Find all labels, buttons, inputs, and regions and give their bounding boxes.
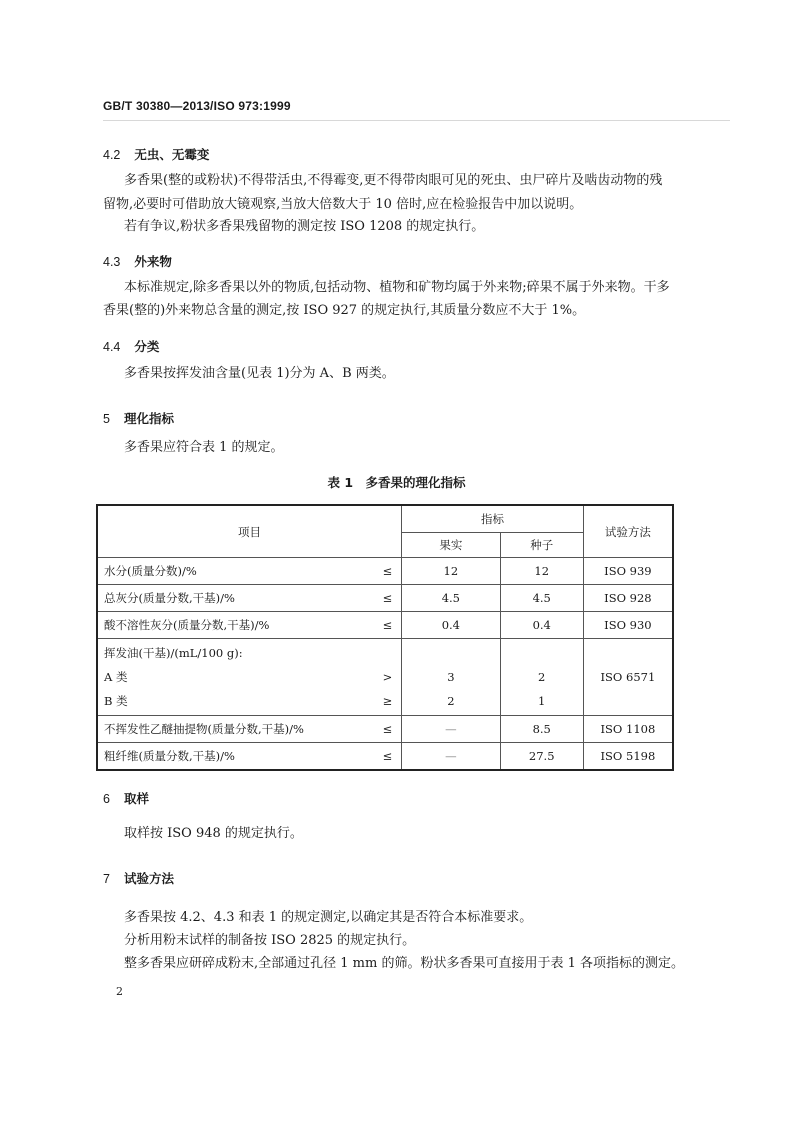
section-5-heading	[103, 408, 174, 427]
paragraph: 本标准规定,除多香果以外的物质,包括动物、植物和矿物均属于外来物;碎果不属于外来物。干多	[124, 280, 670, 295]
header-rule	[103, 120, 730, 121]
row-seed: 8.5	[500, 716, 583, 743]
row-method: ISO 928	[583, 585, 673, 612]
row-operator-a: >	[382, 670, 393, 684]
header-seed: 种子	[500, 533, 583, 558]
table-row-volatile-oil	[97, 639, 673, 716]
section-title: 无虫、无霉变	[134, 147, 210, 162]
row-operator: ≤	[374, 612, 402, 639]
row-seed-a: 2	[538, 670, 546, 684]
page-number: 2	[116, 985, 123, 998]
section-4-3-heading	[103, 251, 172, 270]
row-seed-b: 1	[538, 694, 546, 708]
row-seed: 12	[500, 558, 583, 585]
paragraph: 留物,必要时可借助放大镜观察,当放大倍数大于 10 倍时,应在检验报告中加以说明。	[103, 197, 583, 212]
row-method: ISO 930	[583, 612, 673, 639]
row-fruit: 12	[402, 558, 501, 585]
section-4-2-heading	[103, 144, 209, 163]
header-fruit: 果实	[402, 533, 501, 558]
row-fruit: 0.4	[402, 612, 501, 639]
row-item: 总灰分(质量分数,干基)/%	[97, 585, 374, 612]
row-fruit: 4.5	[402, 585, 501, 612]
row-item: 挥发油(干基)/(mL/100 g):	[104, 646, 243, 660]
row-operator: ≤	[374, 716, 402, 743]
row-method: ISO 939	[583, 558, 673, 585]
paragraph: 若有争议,粉状多香果残留物的测定按 ISO 1208 的规定执行。	[124, 219, 485, 234]
section-4-4-heading	[103, 336, 159, 355]
row-fruit-a: 3	[447, 670, 455, 684]
row-item: 粗纤维(质量分数,干基)/%	[104, 749, 235, 763]
table-row	[97, 585, 673, 612]
paragraph: 分析用粉末试样的制备按 ISO 2825 的规定执行。	[124, 933, 416, 948]
document-header: GB/T 30380—2013/ISO 973:1999	[103, 99, 291, 113]
section-title: 外来物	[134, 254, 172, 269]
row-fruit-b: 2	[447, 694, 455, 708]
paragraph: 取样按 ISO 948 的规定执行。	[124, 826, 303, 841]
row-seed: 0.4	[500, 612, 583, 639]
section-number: 6	[103, 792, 110, 806]
table-row	[97, 743, 673, 771]
section-6-heading	[103, 788, 149, 807]
paragraph: 多香果(整的或粉状)不得带活虫,不得霉变,更不得带肉眼可见的死虫、虫尸碎片及啮齿动物的残	[124, 173, 663, 188]
row-method: ISO 1108	[583, 716, 673, 743]
row-operator: ≤	[374, 558, 402, 585]
table-row	[97, 558, 673, 585]
section-number: 4.4	[103, 340, 121, 354]
section-number: 4.3	[103, 255, 121, 269]
table-row	[97, 716, 673, 743]
header-index: 指标	[402, 505, 584, 533]
section-number: 7	[103, 872, 110, 886]
row-item: 水分(质量分数)/%	[97, 558, 374, 585]
section-number: 5	[103, 412, 110, 426]
section-title: 取样	[123, 791, 149, 806]
row-method: ISO 6571	[583, 639, 673, 716]
row-operator-b: ≥	[382, 694, 393, 708]
row-fruit: —	[402, 743, 501, 771]
row-seed: 4.5	[500, 585, 583, 612]
row-item: 不挥发性乙醚抽提物(质量分数,干基)/%	[97, 716, 374, 743]
paragraph: 多香果应符合表 1 的规定。	[124, 440, 284, 455]
row-method: ISO 5198	[600, 749, 656, 763]
table-caption: 表 1 多香果的理化指标	[327, 475, 466, 490]
row-item: 酸不溶性灰分(质量分数,干基)/%	[97, 612, 374, 639]
row-item-class-b: B 类	[104, 694, 128, 708]
row-fruit: —	[402, 716, 501, 743]
spec-table	[96, 504, 674, 771]
row-operator: ≤	[374, 585, 402, 612]
section-title: 理化指标	[123, 411, 174, 426]
row-operator: ≤	[374, 743, 402, 771]
section-title: 分类	[134, 339, 160, 354]
header-item: 项目	[97, 505, 402, 558]
section-number: 4.2	[103, 148, 121, 162]
row-seed: 27.5	[500, 743, 583, 771]
table-row	[97, 612, 673, 639]
paragraph: 多香果按 4.2、4.3 和表 1 的规定测定,以确定其是否符合本标准要求。	[124, 910, 533, 925]
paragraph: 整多香果应研碎成粉末,全部通过孔径 1 mm 的筛。粉状多香果可直接用于表 1 各项指标的测定。	[124, 956, 684, 971]
paragraph: 多香果按挥发油含量(见表 1)分为 A、B 两类。	[124, 366, 395, 381]
section-title: 试验方法	[123, 871, 174, 886]
paragraph: 香果(整的)外来物总含量的测定,按 ISO 927 的规定执行,其质量分数应不大于 1%。	[103, 303, 586, 318]
section-7-heading	[103, 868, 174, 887]
row-item-class-a: A 类	[104, 670, 128, 684]
header-method: 试验方法	[583, 505, 673, 558]
